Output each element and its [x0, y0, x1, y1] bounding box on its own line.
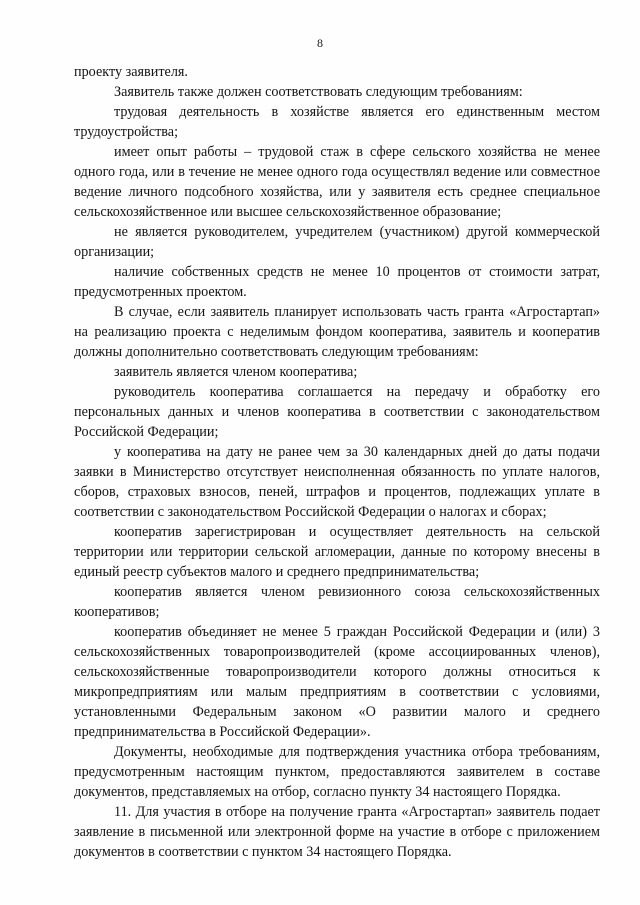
paragraph: у кооператива на дату не ранее чем за 30 календарных дней до даты подачи заявки в Министерство отсутствует неисполненная обязанность по уплате налогов, сборов, страховых взносов, пеней, штрафов и процентов, подлежащих уплате в соответствии с законодательством Российской Федерации о налогах и сборах;	[74, 444, 600, 520]
paragraph: Заявитель также должен соответствовать следующим требованиям:	[114, 84, 523, 100]
paragraph: трудовая деятельность в хозяйстве является его единственным местом трудоустройства;	[74, 104, 600, 140]
paragraph: не является руководителем, учредителем (участником) другой коммерческой организации;	[74, 224, 600, 260]
paragraph: кооператив является членом ревизионного союза сельскохозяйственных кооперативов;	[74, 584, 600, 620]
paragraph: Документы, необходимые для подтверждения участника отбора требованиям, предусмотренным настоящим пунктом, предоставляются заявителем в составе документов, представляемых на отбор, согласно пункту 34 настоящего Порядка.	[74, 744, 600, 800]
paragraph: В случае, если заявитель планирует использовать часть гранта «Агростартап» на реализацию проекта с неделимым фондом кооператива, заявитель и кооператив должны дополнительно соответствовать следующим требованиям:	[74, 304, 600, 360]
paragraph: 11. Для участия в отборе на получение гранта «Агростартап» заявитель подает заявление в письменной или электронной форме на участие в отборе с приложением документов в соответствии с пунктом 34 настоящего Порядка.	[74, 804, 600, 860]
paragraph: проекту заявителя.	[74, 64, 188, 80]
paragraph: руководитель кооператива соглашается на передачу и обработку его персональных данных и членов кооператива в соответствии с законодательством Российской Федерации;	[74, 384, 600, 440]
page-number: 8	[317, 36, 323, 50]
document-body	[74, 62, 600, 862]
paragraph: кооператив объединяет не менее 5 граждан Российской Федерации и (или) 3 сельскохозяйственных товаропроизводителей (кроме ассоциированных членов), сельскохозяйственные товаропроизводители которого должны относиться к микропредприятиям или малым предприятиям в соответствии с условиями, установленными Федеральным законом «О развитии малого и среднего предпринимательства в Российской Федерации».	[74, 624, 600, 740]
paragraph: наличие собственных средств не менее 10 процентов от стоимости затрат, предусмотренных проектом.	[74, 264, 600, 300]
paragraph: кооператив зарегистрирован и осуществляет деятельность на сельской территории или территории сельской агломерации, данные по которому внесены в единый реестр субъектов малого и среднего предпринимательства;	[74, 524, 600, 580]
paragraph: имеет опыт работы – трудовой стаж в сфере сельского хозяйства не менее одного года, или в течение не менее одного года осуществлял ведение или совместное ведение личного подсобного хозяйства, или у заявителя есть среднее специальное сельскохозяйственное или высшее сельскохозяйственное образование;	[74, 144, 600, 220]
paragraph: заявитель является членом кооператива;	[114, 364, 358, 380]
